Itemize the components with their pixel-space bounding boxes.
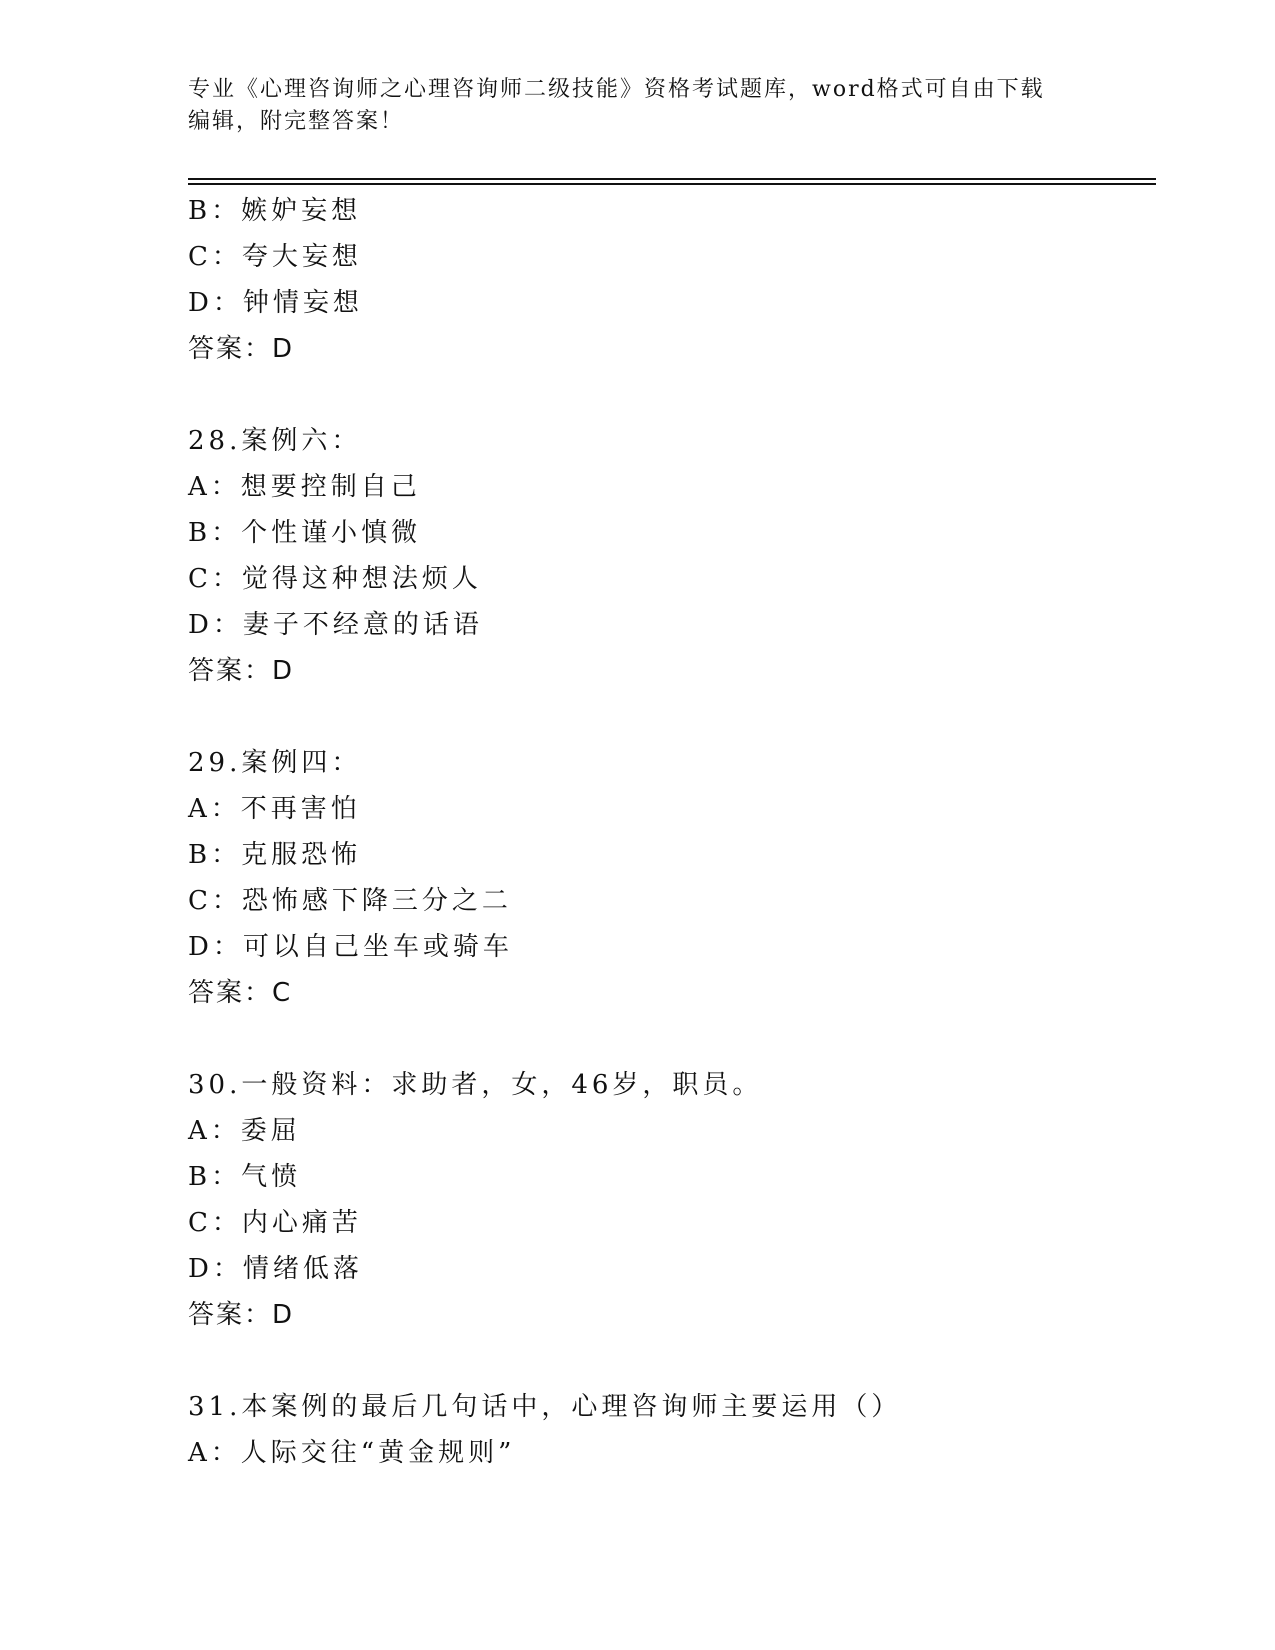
option-d: D：妻子不经意的话语 [188, 610, 483, 640]
header-divider-bottom [188, 183, 1156, 185]
option-a: A：想要控制自己 [188, 472, 421, 502]
option-a: A：人际交往“黄金规则” [188, 1438, 516, 1468]
answer-line: 答案：C [188, 978, 293, 1008]
option-a: A：不再害怕 [188, 794, 361, 824]
option-d: D：可以自己坐车或骑车 [188, 932, 513, 962]
question-content [188, 188, 1156, 1476]
option-b: B：气愤 [188, 1162, 302, 1192]
answer-line: 答案：D [188, 1300, 295, 1330]
answer-line: 答案：D [188, 656, 295, 686]
question-title: 28.案例六： [188, 426, 362, 456]
question-28 [188, 418, 1156, 694]
option-c: C：恐怖感下降三分之二 [188, 886, 512, 916]
header-line-1: 专业《心理咨询师之心理咨询师二级技能》资格考试题库，word格式可自由下载 [188, 77, 1045, 102]
option-b: B：嫉妒妄想 [188, 196, 362, 226]
option-d: D：情绪低落 [188, 1254, 363, 1284]
option-b: B：个性谨小慎微 [188, 518, 422, 548]
question-31 [188, 1384, 1156, 1476]
question-title: 29.案例四： [188, 748, 362, 778]
option-c: C：内心痛苦 [188, 1208, 362, 1238]
document-header [188, 74, 1088, 138]
option-a: A：委屈 [188, 1116, 301, 1146]
option-c: C：觉得这种想法烦人 [188, 564, 482, 594]
option-b: B：克服恐怖 [188, 840, 362, 870]
header-divider-top [188, 178, 1156, 180]
option-d: D：钟情妄想 [188, 288, 363, 318]
question-title: 31.本案例的最后几句话中，心理咨询师主要运用（） [188, 1392, 902, 1422]
question-title: 30.一般资料：求助者，女，46岁，职员。 [188, 1070, 763, 1100]
header-line-2: 编辑，附完整答案！ [188, 109, 405, 134]
question-30 [188, 1062, 1156, 1338]
question-29 [188, 740, 1156, 1016]
option-c: C：夸大妄想 [188, 242, 362, 272]
question-fragment [188, 188, 1156, 372]
answer-line: 答案：D [188, 334, 295, 364]
